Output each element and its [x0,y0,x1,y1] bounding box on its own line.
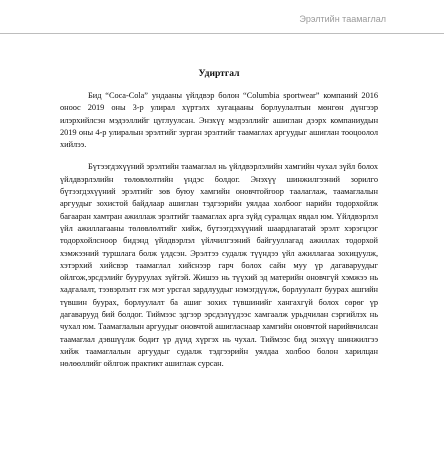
forecast-paragraph: Бүтээгдэхүүний эрэлтийн таамаглал нь үйлдвэрлэлийн хамгийн чухал зүйл болох үйлдвэрлэлийн төлөвлөлтийн үндэс болдог. Энэхүү шинжилгээний зорилго бүтээгдэхүүний эрэлтийг зөв буюу хамгийн оновчтойгоор таалаглаж, таамаглалын аргуудыг зохистой байдлаар ашиглан тэдгээрийн уялдаа холбоог нарийн тодорхойлж багааран хамтран ажиллаж эрэлтийг таамаглах арга зүйд суралцах явдал юм. Үйлдвэрлэл үйл ажиллагааны төлөвлөлтийг хийж, бүтээгдэхүүний шаардлагатай эрэлт хэрэгцээг тодорхойлсноор бидэнд үйлдвэрлэл үйлчилгээний байгууллагад ажиллах тодорхой хэмжээний туршлага болж үлдсэн. Эрэлтээ судалж түүндээ үйл ажиллагаа зохицуулж, хэтэрхий хийсвэр таамаглал хийснээр гарч болох сайн муу үр дагаваруудыг ойлгож,эрсдэлийг бууруулах зүйтэй. Жишээ нь түүхий эд материйн оновчгүй хэмжээ нь хадгалалт, тээвэрлэлт гэх мэт урсгал зардлуудыг нэмэгдүүлж, борлуулалт буурах ашгийн түвшин буурах, борлуулалт ба ашиг зохих түвшинийг хангахгүй болох сөрөг үр дагаварууд бий болдог. Тиймээс эдгээр эрсдэлүүдээс хамгаалж урьдчилан сэргийлэх нь чухал юм. Таамаглалын аргуудыг оновчтой ашигласнаар хамгийн оновчтой нарийвчилсан таамаглал дэвшүүлж бодит үр дүнд хүргэх нь чухал. Тиймээс бид энэхүү шинжилгээ хийж таамаглалын аргуудыг судалж тэдгээрийн уялдаа холбоо болон харилцан нөлөөллийг ойлгож практикт ашиглаж сурсан. [60,162,378,369]
intro-paragraph: Бид “Coca-Cola” ундааны үйлдвэр болон “Columbia sportwear” компаний 2016 оноос 2019 оны 3-р улирал хүртэлх хугацааны борлуулалтын мөнгөн дүнгээр илэрхийлсэн мэдээллийг цуглуулсан. Энэхүү мэдээллийг ашиглан дээрх компаниудын 2019 оны 4-р улиралын эрэлтийг зурган эрэлтийг таамаглах аргуудыг ашиглан тооцоолол хийлээ. [60,91,378,150]
section-title: Удиртгал [198,68,240,79]
running-header-title: Эрэлтийн таамаглал [299,14,386,24]
document-body [60,68,378,371]
running-header [0,0,444,34]
